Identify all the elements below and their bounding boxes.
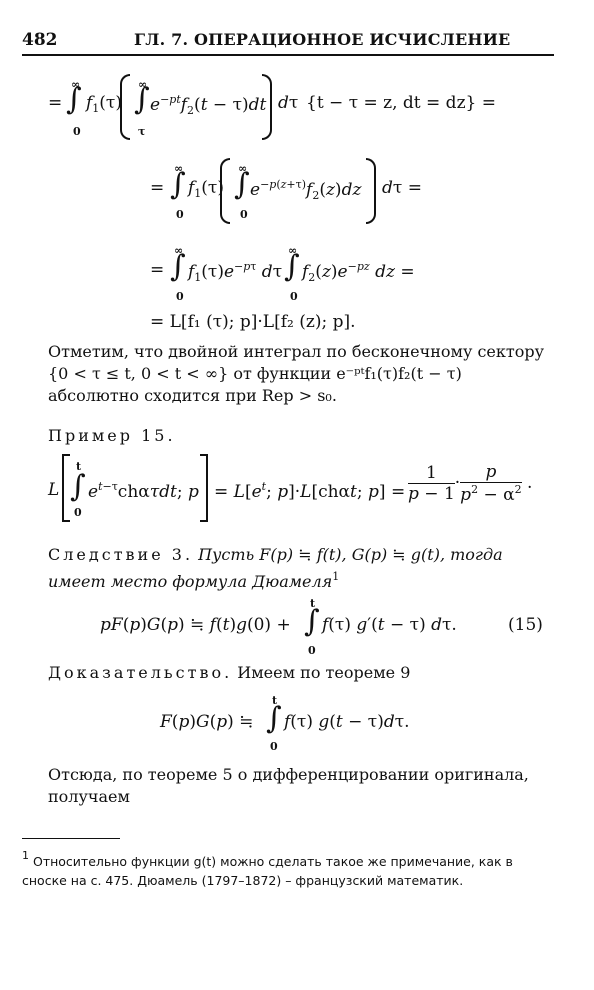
footnote-number: 1 [22,849,29,862]
formula-number: (15) [508,615,543,635]
proof-label: Доказательство. [48,663,233,682]
equation-line-4: = L[f₁ (τ); p]·L[f₂ (z); p]. [150,312,356,332]
header-rule [22,54,554,56]
paragraph-1: Отметим, что двойной интеграл по бесконечному сектору {0 < τ ≤ t, 0 < t < ∞} от функции e⁻ᵖᵗf₁(τ)f₂(t − τ) абсолютно сходится при Rep > s₀. [48,342,545,405]
page-number: 482 [22,30,58,50]
example-label: Пример 15. [48,426,176,445]
proof [48,662,552,684]
paragraph-2: Отсюда, по теореме 5 о дифференцировании оригинала, получаем [48,765,529,806]
corollary-label: Следствие 3. [48,545,194,564]
corollary [48,544,552,593]
page-header [22,30,554,54]
footnote [22,846,554,890]
footnote-mark: 1 [332,570,340,583]
substitution: {t − τ = z, dt = dz} = [306,93,496,113]
corollary-text: Пусть F(p) ≒ f(t), G(p) ≒ g(t), тогда имеет место формула Дюамеля [48,545,503,591]
footnote-rule [22,838,120,839]
chapter-title: ГЛ. 7. ОПЕРАЦИОННОЕ ИСЧИСЛЕНИЕ [134,30,511,49]
proof-text: Имеем по теореме 9 [237,663,411,682]
footnote-text: Относительно функции g(t) можно сделать такое же примечание, как в сноске на с. 475. Дюамель (1797–1872) – французский математик. [22,854,513,888]
